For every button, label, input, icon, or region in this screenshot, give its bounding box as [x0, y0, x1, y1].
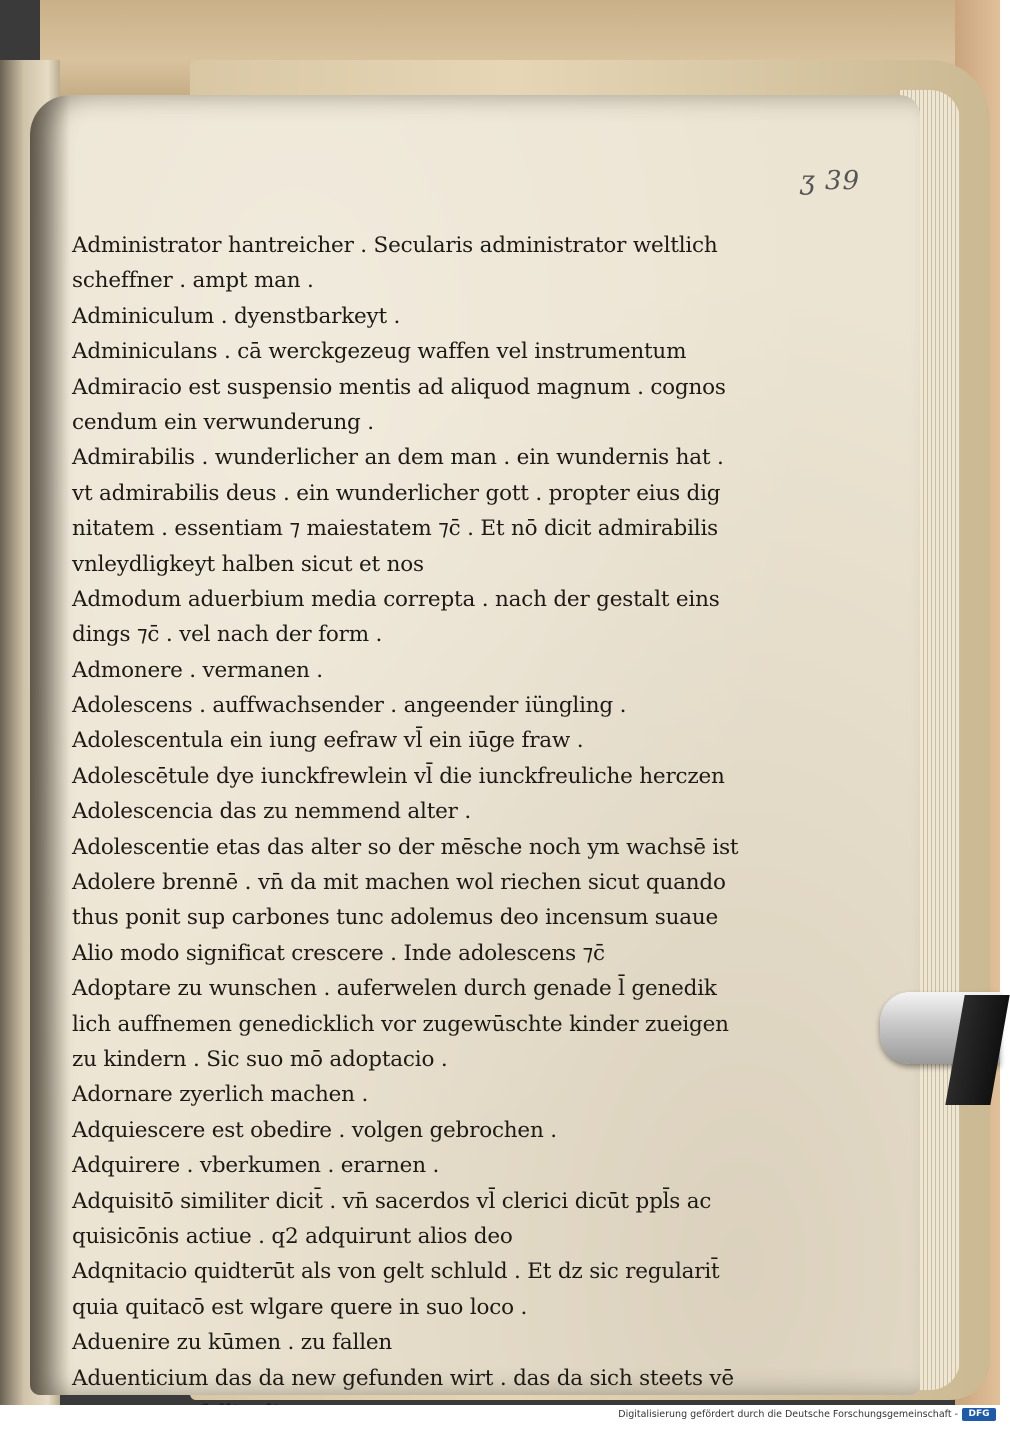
digitization-credit: Digitalisierung gefördert durch die Deutsche Forschungsgemeinschaft - — [618, 1409, 958, 1420]
text-line: nitatem . essentiam ⁊ maiestatem ⁊c̄ . Et nō dicit admirabilis — [72, 516, 718, 542]
text-line: scheffner . ampt man . — [72, 268, 314, 294]
text-line: cendum ein verwunderung . — [72, 409, 374, 435]
text-line: Adolescens . auffwachsender . angeender iüngling . — [72, 693, 627, 719]
text-line: Adquisitō similiter dicit̄ . vn̄ sacerdos vl̄ clerici dicūt ppl̄s ac — [72, 1188, 712, 1214]
text-line: Adornare zyerlich machen . — [72, 1082, 369, 1108]
text-line: Adolescentie etas das alter so der mēsche noch ym wachsē ist — [72, 834, 739, 860]
spine-shadow — [30, 95, 70, 1395]
text-line: thus ponit sup carbones tunc adolemus deo incensum suaue — [72, 905, 719, 931]
text-line: Adolere brennē . vn̄ da mit machen wol riechen sicut quando — [72, 870, 726, 896]
text-line: Admirabilis . wunderlicher an dem man . ein wundernis hat . — [72, 445, 724, 471]
text-line: Adolescētule dye iunckfrewlein vl̄ die iunckfreuliche herczen — [72, 763, 725, 789]
text-line: Adminiculum . dyenstbarkeyt . — [72, 303, 401, 329]
dfg-logo: DFG — [962, 1408, 996, 1421]
text-line: vt admirabilis deus . ein wunderlicher gott . propter eius dig — [72, 480, 721, 506]
text-line: Aduenire zu kūmen . zu fallen — [72, 1330, 393, 1356]
text-line: zu kindern . Sic suo mō adoptacio . — [72, 1046, 448, 1072]
folio-number: ʒ 39 — [800, 166, 861, 196]
text-line: Administrator hantreicher . Secularis administrator weltlich — [72, 233, 718, 258]
text-line: Adminiculans . cā werckgezeug waffen vel instrumentum — [72, 339, 687, 365]
text-line: Adolescencia das zu nemmend alter . — [72, 799, 472, 825]
text-line: quia quitacō est wlgare quere in suo loco . — [72, 1294, 528, 1320]
text-line: Admiracio est suspensio mentis ad aliquod magnum . cognos — [72, 374, 726, 400]
text-line: dings ⁊c̄ . vel nach der form . — [72, 622, 383, 648]
text-line: lich auffnemen genedicklich vor zugewūschte kinder zueigen — [72, 1011, 729, 1037]
text-line: Admonere . vermanen . — [72, 657, 323, 683]
text-line: vnleydligkeyt halben sicut et nos — [72, 551, 424, 577]
text-line: Adqnitacio quidterūt als von gelt schluld . Et dz sic regularit̄ — [72, 1259, 720, 1285]
text-line: quisicōnis actiue . q2 adquirunt alios deo — [72, 1223, 513, 1249]
text-line: Admodum aduerbium media correpta . nach der gestalt eins — [72, 586, 720, 612]
text-line: Adquiescere est obedire . volgen gebrochen . — [72, 1117, 557, 1143]
text-line: Adolescentula ein iung eefraw vl̄ ein iūge fraw . — [72, 728, 584, 754]
text-line: Alio modo significat crescere . Inde adolescens ⁊c̄ — [72, 940, 605, 966]
text-block — [72, 228, 772, 1431]
text-line: Adquirere . vberkumen . erarnen . — [72, 1153, 440, 1179]
text-line: Aduenticium das da new gefunden wirt . das da sich steets vē — [72, 1365, 734, 1391]
text-line: Adoptare zu wunschen . auferwelen durch genade l̄ genedik — [72, 976, 717, 1002]
